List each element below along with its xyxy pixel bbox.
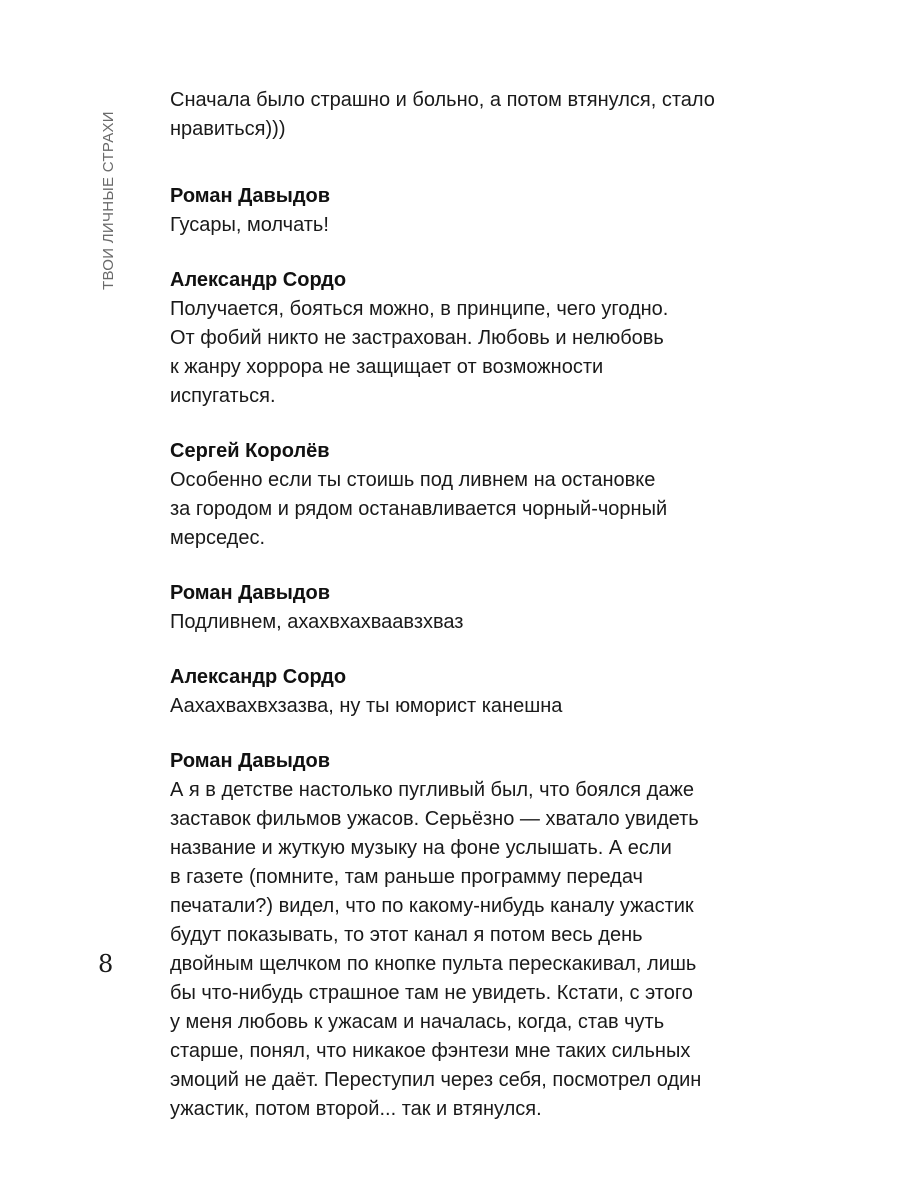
- text-line: Сначала было страшно и больно, а потом втянулся, стало: [170, 89, 715, 111]
- text-line: в газете (помните, там раньше программу передач: [170, 866, 643, 888]
- text-line: заставок фильмов ужасов. Серьёзно — хватало увидеть: [170, 808, 699, 830]
- speaker-name: Роман Давыдов: [170, 750, 331, 772]
- text-line: мерседес.: [170, 527, 266, 549]
- text-line: эмоций не даёт. Переступил через себя, посмотрел один: [170, 1069, 702, 1091]
- text-line: Подливнем, ахахвхахваавзхваз: [170, 611, 464, 633]
- page-body: [170, 86, 780, 1150]
- text-line: Получается, бояться можно, в принципе, чего угодно.: [170, 298, 669, 320]
- dialogue-block: [170, 266, 780, 411]
- text-line: за городом и рядом останавливается чорный-чорный: [170, 498, 668, 520]
- dialogue-block: [170, 437, 780, 553]
- text-line: будут показывать, то этот канал я потом весь день: [170, 924, 643, 946]
- text-line: Аахахвахвхзазва, ну ты юморист канешна: [170, 695, 563, 717]
- dialogue-block: [170, 579, 780, 637]
- running-head: ТВОИ ЛИЧНЫЕ СТРАХИ: [100, 111, 117, 290]
- speaker-name: Сергей Королёв: [170, 440, 330, 462]
- dialogue-block: [170, 86, 780, 144]
- text-line: название и жуткую музыку на фоне услышать. А если: [170, 837, 672, 859]
- speaker-name: Роман Давыдов: [170, 185, 331, 207]
- text-line: А я в детстве настолько пугливый был, что боялся даже: [170, 779, 694, 801]
- text-line: ужастик, потом второй... так и втянулся.: [170, 1098, 542, 1120]
- text-line: Особенно если ты стоишь под ливнем на остановке: [170, 469, 656, 491]
- text-line: к жанру хоррора не защищает от возможности: [170, 356, 604, 378]
- dialogue-block: [170, 182, 780, 240]
- text-line: печатали?) видел, что по какому-нибудь каналу ужастик: [170, 895, 694, 917]
- speaker-name: Александр Сордо: [170, 269, 347, 291]
- page-number: 8: [98, 950, 114, 978]
- text-line: От фобий никто не застрахован. Любовь и нелюбовь: [170, 327, 664, 349]
- text-line: нравиться))): [170, 118, 286, 140]
- speaker-name: Роман Давыдов: [170, 582, 331, 604]
- text-line: бы что-нибудь страшное там не увидеть. Кстати, с этого: [170, 982, 693, 1004]
- speaker-name: Александр Сордо: [170, 666, 347, 688]
- text-line: Гусары, молчать!: [170, 214, 329, 236]
- text-line: у меня любовь к ужасам и началась, когда, став чуть: [170, 1011, 665, 1033]
- dialogue-block: [170, 663, 780, 721]
- text-line: двойным щелчком по кнопке пульта перескакивал, лишь: [170, 953, 697, 975]
- dialogue-block: [170, 747, 780, 1124]
- text-line: старше, понял, что никакое фэнтези мне таких сильных: [170, 1040, 691, 1062]
- text-line: испугаться.: [170, 385, 276, 407]
